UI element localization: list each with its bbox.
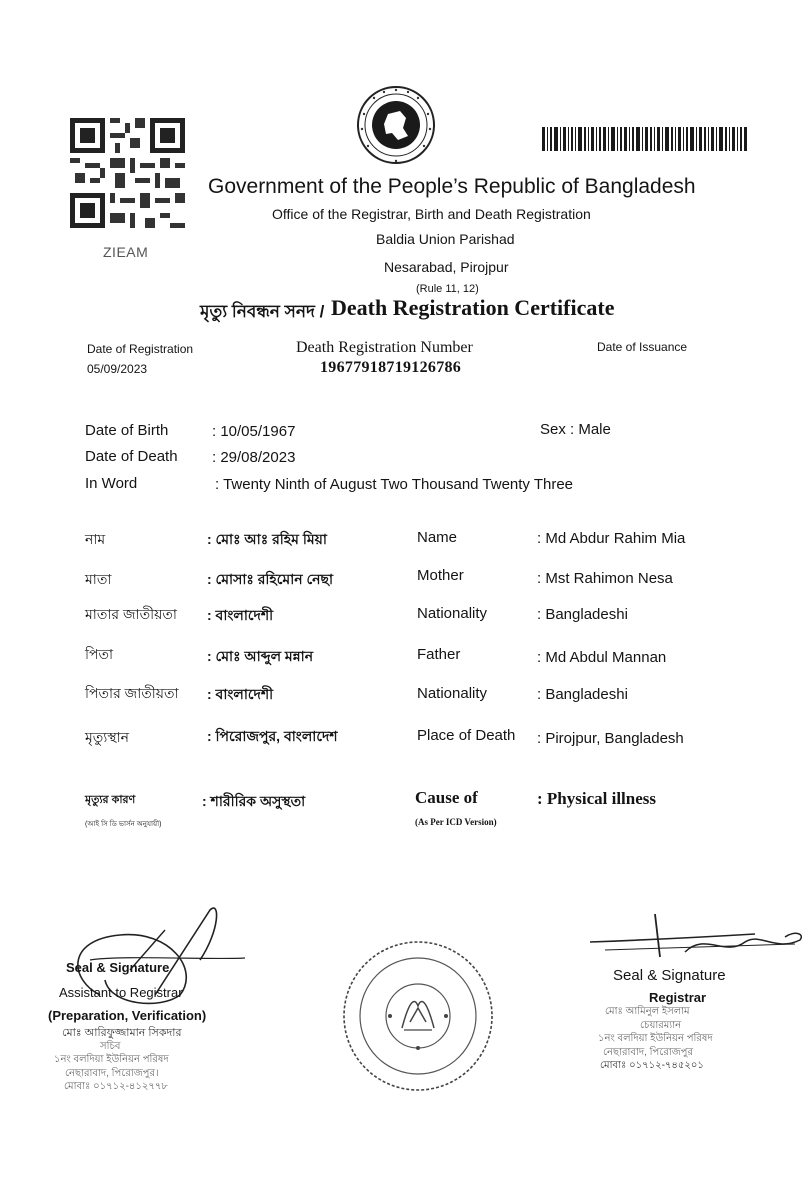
place-of-death-label-bangla: মৃত্যুস্থান	[85, 729, 130, 745]
father-label: Father	[417, 646, 461, 663]
mother-value-bangla: : মোসাঃ রহিমোন নেছা	[207, 571, 334, 587]
in-word-label: In Word	[85, 475, 138, 492]
right-signatory-role: Registrar	[649, 990, 707, 1005]
mother-nationality-value-bangla: : বাংলাদেশী	[207, 607, 274, 623]
father-nationality-value-bangla: : বাংলাদেশী	[207, 686, 274, 702]
father-value-bangla: : মোঃ আব্দুল মন্নান	[207, 648, 314, 664]
cause-of-death-value-bangla: : শারীরিক অসুস্থতা	[202, 793, 306, 809]
mother-value: : Mst Rahimon Nesa	[537, 570, 673, 587]
mother-nationality-label-bangla: মাতার জাতীয়তা	[85, 606, 177, 622]
father-nationality-value: : Bangladeshi	[537, 686, 628, 703]
death-date-label: Date of Death	[85, 448, 178, 465]
name-label-bangla: নাম	[85, 531, 106, 547]
registrar-office-seal-icon	[340, 938, 496, 1094]
name-value-bangla: : মোঃ আঃ রহিম মিয়া	[207, 531, 327, 547]
government-emblem-icon	[348, 84, 444, 166]
union-parishad-name: Baldia Union Parishad	[376, 231, 515, 247]
mother-label-bangla: মাতা	[85, 571, 112, 587]
barcode	[542, 127, 747, 151]
left-stamp-line: সচিব	[100, 1041, 121, 1052]
father-nationality-label: Nationality	[417, 685, 488, 702]
rule-reference: (Rule 11, 12)	[416, 283, 479, 295]
qr-caption: ZIEAM	[103, 244, 149, 260]
left-signatory-note: (Preparation, Verification)	[48, 1008, 207, 1023]
left-stamp-line: মোবাঃ ০১৭১২-৪১২৭৭৮	[64, 1081, 168, 1092]
mother-label: Mother	[417, 567, 464, 584]
mother-nationality-value: : Bangladeshi	[537, 606, 628, 623]
registrar-signature	[585, 912, 805, 972]
right-stamp-line: মোঃ আমিনুল ইসলাম	[605, 1006, 690, 1017]
cause-of-death-note: (As Per ICD Version)	[415, 817, 497, 827]
certificate-title-bangla: মৃত্যু নিবন্ধন সনদ /	[200, 302, 325, 321]
right-stamp-line: চেয়ারম্যান	[640, 1020, 682, 1031]
issuance-date-label: Date of Issuance	[597, 340, 688, 354]
left-seal-signature-title: Seal & Signature	[66, 960, 170, 975]
registration-date-label: Date of Registration	[87, 342, 194, 356]
place-of-death-value: : Pirojpur, Bangladesh	[537, 730, 684, 747]
birth-date-value: : 10/05/1967	[212, 423, 296, 440]
name-value: : Md Abdur Rahim Mia	[537, 530, 686, 547]
office-address: Nesarabad, Pirojpur	[384, 259, 509, 275]
name-label: Name	[417, 529, 458, 546]
father-label-bangla: পিতা	[85, 646, 114, 662]
cause-of-death-label: Cause of	[415, 788, 478, 807]
right-stamp-line: মোবাঃ ০১৭১২-৭৪৫২০১	[600, 1060, 704, 1071]
place-of-death-label: Place of Death	[417, 727, 516, 744]
left-stamp-line: ১নং বলদিয়া ইউনিয়ন পরিষদ	[54, 1054, 169, 1065]
cause-of-death-label-bangla: মৃত্যুর কারণ	[85, 794, 136, 806]
place-of-death-value-bangla: : পিরোজপুর, বাংলাদেশ	[207, 728, 338, 744]
registration-number-label: Death Registration Number	[296, 339, 473, 356]
mother-nationality-label: Nationality	[417, 605, 488, 622]
certificate-title: Death Registration Certificate	[331, 295, 615, 320]
in-word-value: : Twenty Ninth of August Two Thousand Twenty Three	[215, 476, 574, 493]
left-signatory-role: Assistant to Registrar	[59, 985, 183, 1000]
government-heading: Government of the People’s Republic of Bangladesh	[208, 175, 696, 198]
sex-field: Sex : Male	[540, 421, 611, 438]
cause-of-death-note-bangla: (আই সি ডি ভার্সন অনুযায়ী)	[85, 821, 162, 828]
left-stamp-line: মোঃ আরিফুজ্জামান সিকদার	[62, 1027, 182, 1039]
right-seal-signature-title: Seal & Signature	[613, 967, 726, 984]
father-value: : Md Abdul Mannan	[537, 649, 667, 666]
qr-code	[70, 117, 185, 229]
office-heading: Office of the Registrar, Birth and Death Registration	[272, 206, 591, 222]
registration-number-value: 19677918719126786	[320, 359, 462, 376]
right-stamp-line: নেছারাবাদ, পিরোজপুর	[603, 1047, 693, 1058]
death-date-value: : 29/08/2023	[212, 449, 296, 466]
father-nationality-label-bangla: পিতার জাতীয়তা	[85, 685, 179, 701]
left-stamp-line: নেছারাবাদ, পিরোজপুর।	[65, 1068, 159, 1079]
registration-date-value: 05/09/2023	[87, 362, 148, 376]
birth-date-label: Date of Birth	[85, 422, 169, 439]
right-stamp-line: ১নং বলদিয়া ইউনিয়ন পরিষদ	[598, 1033, 713, 1044]
cause-of-death-value: : Physical illness	[537, 789, 657, 808]
